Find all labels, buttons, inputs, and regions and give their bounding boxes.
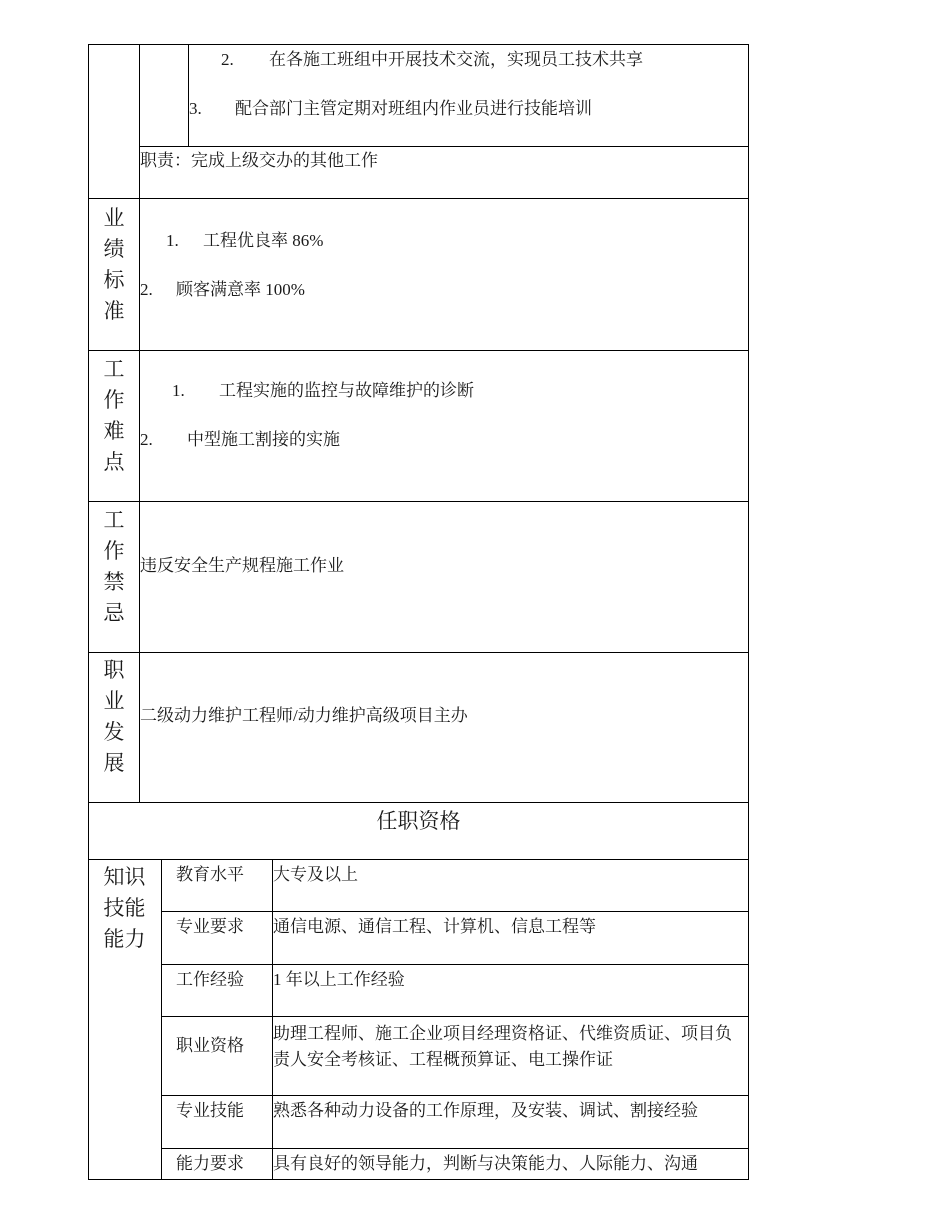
label-char: 发 — [103, 720, 125, 744]
difficulties-label — [89, 354, 139, 478]
qualification-key: 工作经验 — [176, 970, 244, 989]
qualification-key: 教育水平 — [176, 865, 244, 884]
label-char: 标 — [103, 268, 125, 292]
label-char: 职 — [103, 658, 125, 682]
qualification-value: 大专及以上 — [273, 865, 358, 884]
difficulty-item-number: 2. — [140, 430, 153, 449]
label-line: 知识 — [103, 865, 146, 889]
label-char: 忌 — [103, 601, 125, 625]
qualification-value: 1 年以上工作经验 — [273, 970, 405, 989]
difficulty-item-number: 1. — [172, 381, 185, 400]
duty-item-3-number: 3. — [189, 99, 202, 118]
difficulty-item-text: 工程实施的监控与故障维护的诊断 — [219, 381, 474, 400]
taboos-label — [89, 505, 139, 629]
duty-item-2-number: 2. — [221, 50, 234, 69]
taboos-text: 违反安全生产规程施工作业 — [140, 556, 344, 575]
label-char: 绩 — [103, 237, 125, 261]
label-char: 工 — [103, 508, 125, 532]
performance-item-number: 1. — [166, 231, 179, 250]
qualification-value: 具有良好的领导能力，判断与决策能力、人际能力、沟通 — [273, 1154, 698, 1173]
qualifications-title: 任职资格 — [376, 809, 461, 833]
career-label — [89, 655, 139, 779]
difficulty-item-text: 中型施工割接的实施 — [187, 430, 340, 449]
label-line: 技能 — [103, 896, 146, 920]
qualification-key: 能力要求 — [176, 1154, 244, 1173]
label-char: 业 — [103, 689, 125, 713]
performance-item-text: 顾客满意率 100% — [176, 280, 305, 299]
duty-item-2-text: 在各施工班组中开展技术交流，实现员工技术共享 — [269, 50, 643, 69]
qualification-value: 熟悉各种动力设备的工作原理，及安装、调试、割接经验 — [273, 1101, 698, 1120]
label-char: 点 — [103, 450, 125, 474]
career-text: 二级动力维护工程师/动力维护高级项目主办 — [140, 706, 468, 725]
label-char: 作 — [103, 388, 125, 412]
other-duty-text: 职责：完成上级交办的其他工作 — [140, 151, 378, 170]
qualification-value: 通信电源、通信工程、计算机、信息工程等 — [273, 917, 596, 936]
performance-label — [89, 203, 139, 327]
duty-item-3-text: 配合部门主管定期对班组内作业员进行技能培训 — [235, 99, 592, 118]
label-char: 难 — [103, 419, 125, 443]
performance-item-number: 2. — [140, 280, 153, 299]
qualification-key: 专业技能 — [176, 1101, 244, 1120]
label-char: 工 — [103, 357, 125, 381]
qualification-key: 职业资格 — [176, 1036, 244, 1055]
knowledge-skills-label — [88, 862, 161, 955]
label-char: 作 — [103, 539, 125, 563]
qualification-value: 助理工程师、施工企业项目经理资格证、代维资质证、项目负责人安全考核证、工程概预算证、电工操作证 — [273, 1024, 732, 1069]
label-line: 能力 — [103, 927, 146, 951]
qualification-key: 专业要求 — [176, 917, 244, 936]
label-char: 展 — [103, 751, 125, 775]
label-char: 业 — [103, 206, 125, 230]
performance-item-text: 工程优良率 86% — [203, 231, 324, 250]
label-char: 准 — [103, 299, 125, 323]
label-char: 禁 — [103, 570, 125, 594]
